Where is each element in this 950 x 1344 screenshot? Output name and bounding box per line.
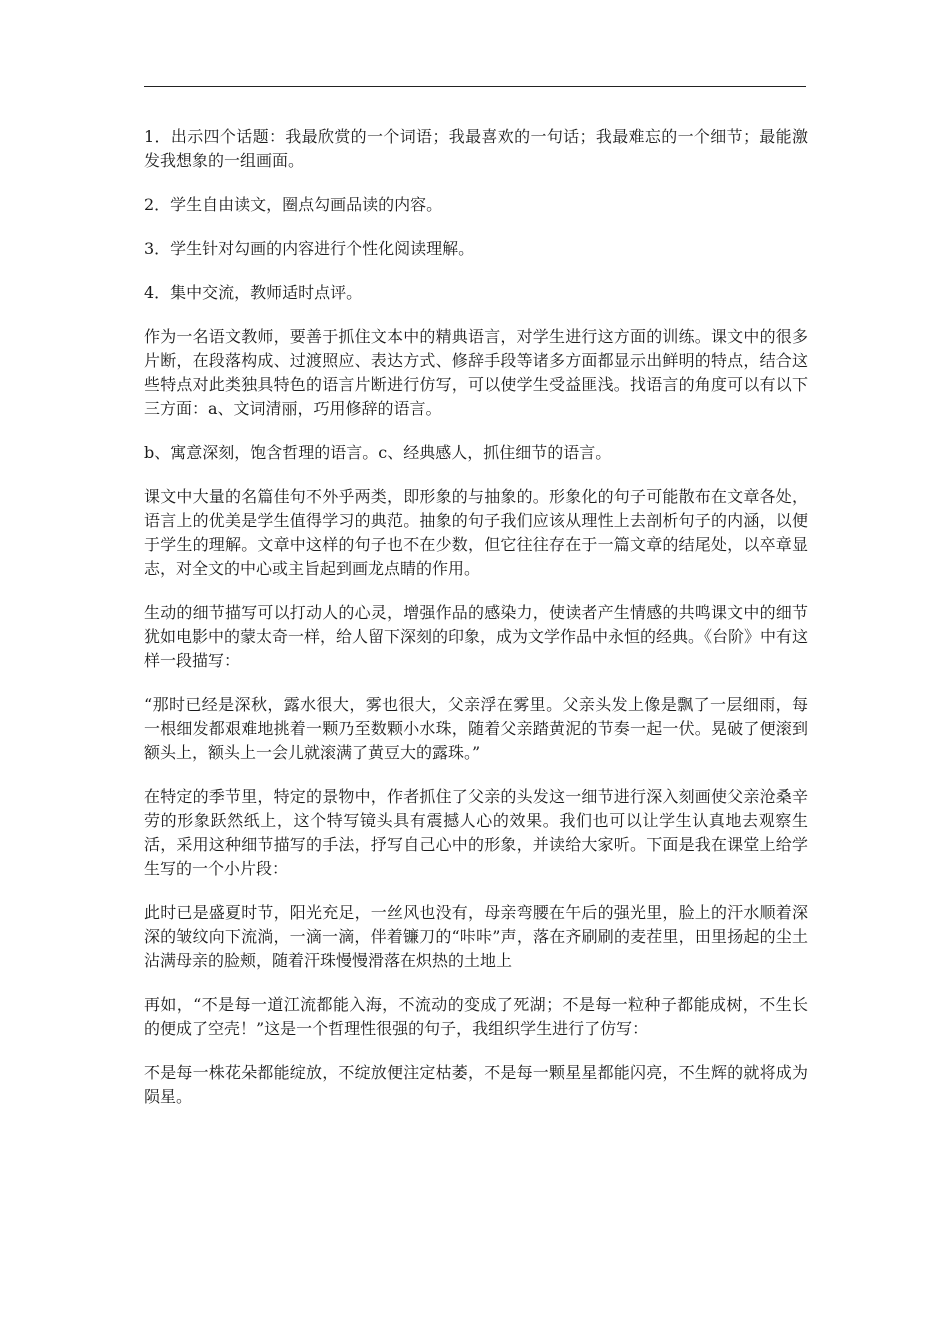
paragraph-quote-taijie: “那时已经是深秋，露水很大，雾也很大，父亲浮在雾里。父亲头发上像是飘了一层细雨，每一根细发都艰难地挑着一颗乃至数颗小水珠，随着父亲踏黄泥的节奏一起一伏。晃破了便滚到额头上，额头上一会儿就滚满了黄豆大的露珠。”: [144, 695, 808, 762]
paragraph-detail-description: 生动的细节描写可以打动人的心灵，增强作品的感染力，使读者产生情感的共鸣课文中的细节犹如电影中的蒙太奇一样，给人留下深刻的印象，成为文学作品中永恒的经典。《台阶》中有这样一段描写：: [144, 603, 809, 670]
paragraph-topics: 1．出示四个话题：我最欣赏的一个词语；我最喜欢的一句话；我最难忘的一个细节；最能激发我想象的一组画面。: [144, 127, 808, 170]
header-rule: [144, 86, 806, 87]
paragraph-language-types: b、寓意深刻，饱含哲理的语言。c、经典感人，抓住细节的语言。: [144, 443, 612, 462]
document-body: [144, 125, 808, 1129]
paragraph-teacher-role: 作为一名语文教师，要善于抓住文本中的精典语言，对学生进行这方面的训练。课文中的很多片断，在段落构成、过渡照应、表达方式、修辞手段等诸多方面都显示出鲜明的特点，结合这些特点对此类独具特色的语言片断进行仿写，可以使学生受益匪浅。找语言的角度可以有以下三方面：a、文词清丽，巧用修辞的语言。: [144, 327, 808, 418]
paragraph-famous-sentences: 课文中大量的名篇佳句不外乎两类，即形象的与抽象的。形象化的句子可能散布在文章各处，语言上的优美是学生值得学习的典范。抽象的句子我们应该从理性上去剖析句子的内涵，以便于学生的理解。文章中这样的句子也不在少数，但它往往存在于一篇文章的结尾处，以卒章显志，对全文的中心或主旨起到画龙点睛的作用。: [144, 487, 808, 578]
paragraph-analysis: 在特定的季节里，特定的景物中，作者抓住了父亲的头发这一细节进行深入刻画使父亲沧桑辛劳的形象跃然纸上，这个特写镜头具有震撼人心的效果。我们也可以让学生认真地去观察生活，采用这种细节描写的手法，抒写自己心中的形象，并读给大家听。下面是我在课堂上给学生写的一个小片段：: [144, 787, 808, 878]
paragraph-imitation: 不是每一株花朵都能绽放，不绽放便注定枯萎，不是每一颗星星都能闪亮，不生辉的就将成为陨星。: [144, 1063, 808, 1106]
paragraph-student-sample: 此时已是盛夏时节，阳光充足，一丝风也没有，母亲弯腰在午后的强光里，脸上的汗水顺着深深的皱纹向下流淌，一滴一滴，伴着镰刀的“咔咔”声，落在齐刷刷的麦茬里，田里扬起的尘土沾满母亲的脸颊，随着汗珠慢慢滑落在炽热的土地上: [144, 903, 808, 970]
paragraph-step-3: 3．学生针对勾画的内容进行个性化阅读理解。: [144, 239, 475, 258]
paragraph-philosophy-example: 再如，“不是每一道江流都能入海，不流动的变成了死湖；不是每一粒种子都能成树，不生长的便成了空壳！”这是一个哲理性很强的句子，我组织学生进行了仿写：: [144, 995, 808, 1038]
paragraph-step-2: 2．学生自由读文，圈点勾画品读的内容。: [144, 195, 443, 214]
paragraph-step-4: 4．集中交流，教师适时点评。: [144, 283, 363, 302]
